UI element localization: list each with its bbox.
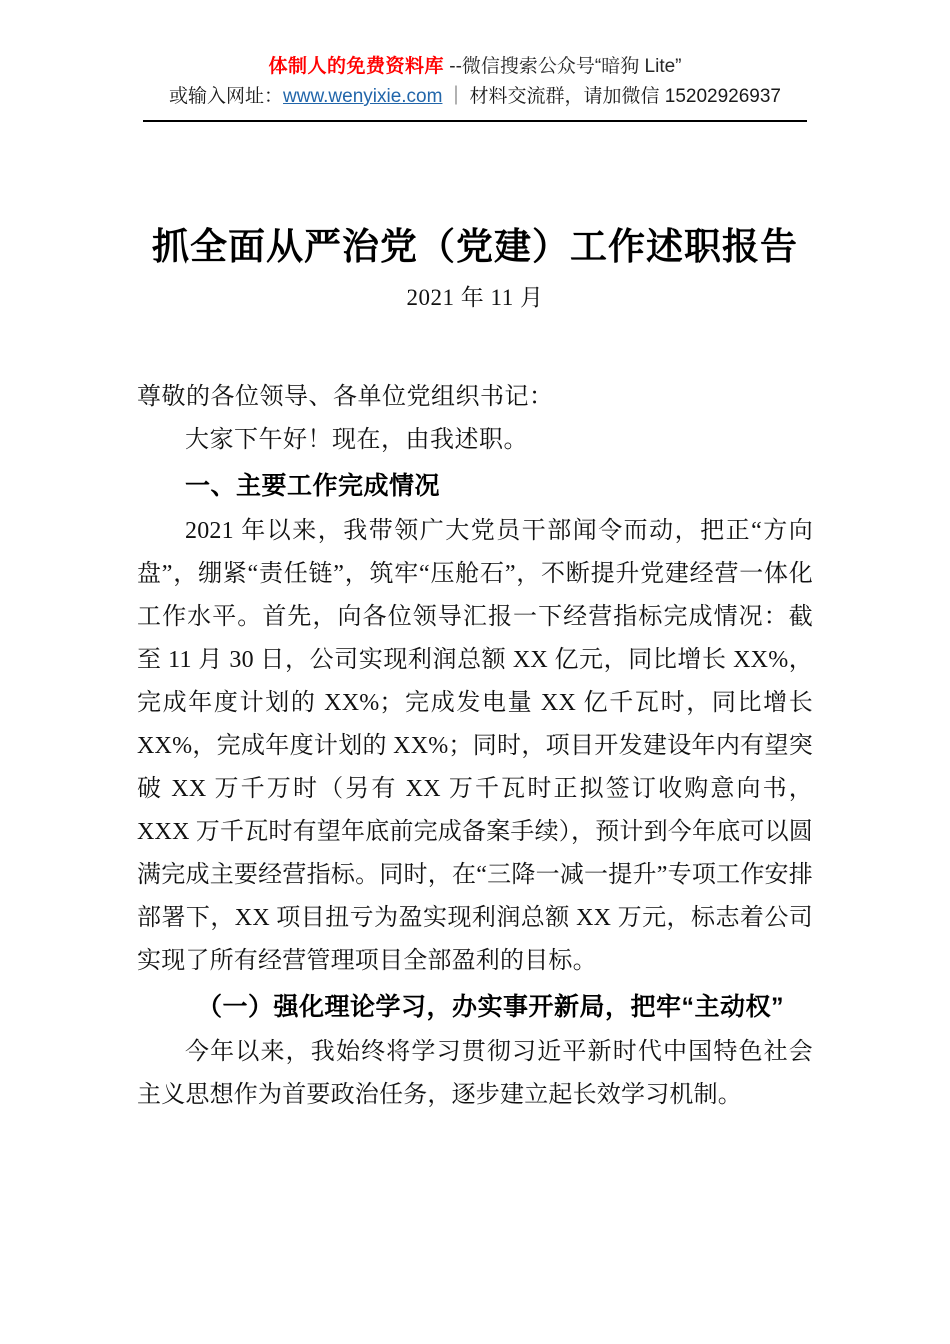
page-title: 抓全面从严治党（党建）工作述职报告	[152, 226, 798, 267]
promo-wechat-search-text: --微信搜索公众号“暗狗 Lite”	[444, 56, 682, 77]
promo-separator: ｜	[446, 86, 466, 107]
document-body	[137, 376, 813, 1117]
promo-website-link[interactable]: www.wenyixie.com	[283, 86, 443, 107]
promo-header-line-1	[143, 52, 807, 82]
promo-header-line-2	[143, 82, 807, 112]
greeting-line: 大家下午好！现在，由我述职。	[185, 427, 528, 453]
header-divider-rule	[143, 120, 807, 122]
body-paragraph-1: 2021 年以来，我带领广大党员干部闻令而动，把正“方向盘”，绷紧“责任链”，筑牢“压舱石”，不断提升党建经营一体化工作水平。首先，向各位领导汇报一下经营指标完成情况：截至 11 月 30 日，公司实现利润总额 XX 亿元，同比增长 XX%，完成年度计划的 XX%；完成发电量 XX 亿千瓦时，同比增长 XX%，完成年度计划的 XX%；同时，项目开发建设年内有望突破 XX 万千万时（另有 XX 万千瓦时正拟签订收购意向书，XXX 万千瓦时有望年底前完成备案手续），预计到今年底可以圆满完成主要经营指标。同时，在“三降一减一提升”专项工作安排部署下，XX 项目扭亏为盈实现利润总额 XX 万元，标志着公司实现了所有经营管理项目全部盈利的目标。	[137, 518, 813, 974]
promo-brand-text: 体制人的免费资料库	[268, 56, 444, 77]
document-date: 2021 年 11 月	[406, 285, 544, 310]
promo-header	[143, 52, 807, 112]
promo-wechat-contact-text: 材料交流群，请加微信 15202926937	[469, 86, 781, 107]
body-paragraph-2: 今年以来，我始终将学习贯彻习近平新时代中国特色社会主义思想作为首要政治任务，逐步建立起长效学习机制。	[137, 1039, 813, 1108]
section-heading-1: 一、主要工作完成情况	[185, 472, 441, 500]
subsection-heading-1: （一）强化理论学习，办实事开新局，把牢“主动权”	[197, 993, 785, 1021]
promo-url-prefix-label: 或输入网址：	[169, 86, 284, 107]
salutation-line: 尊敬的各位领导、各单位党组织书记：	[137, 384, 554, 410]
